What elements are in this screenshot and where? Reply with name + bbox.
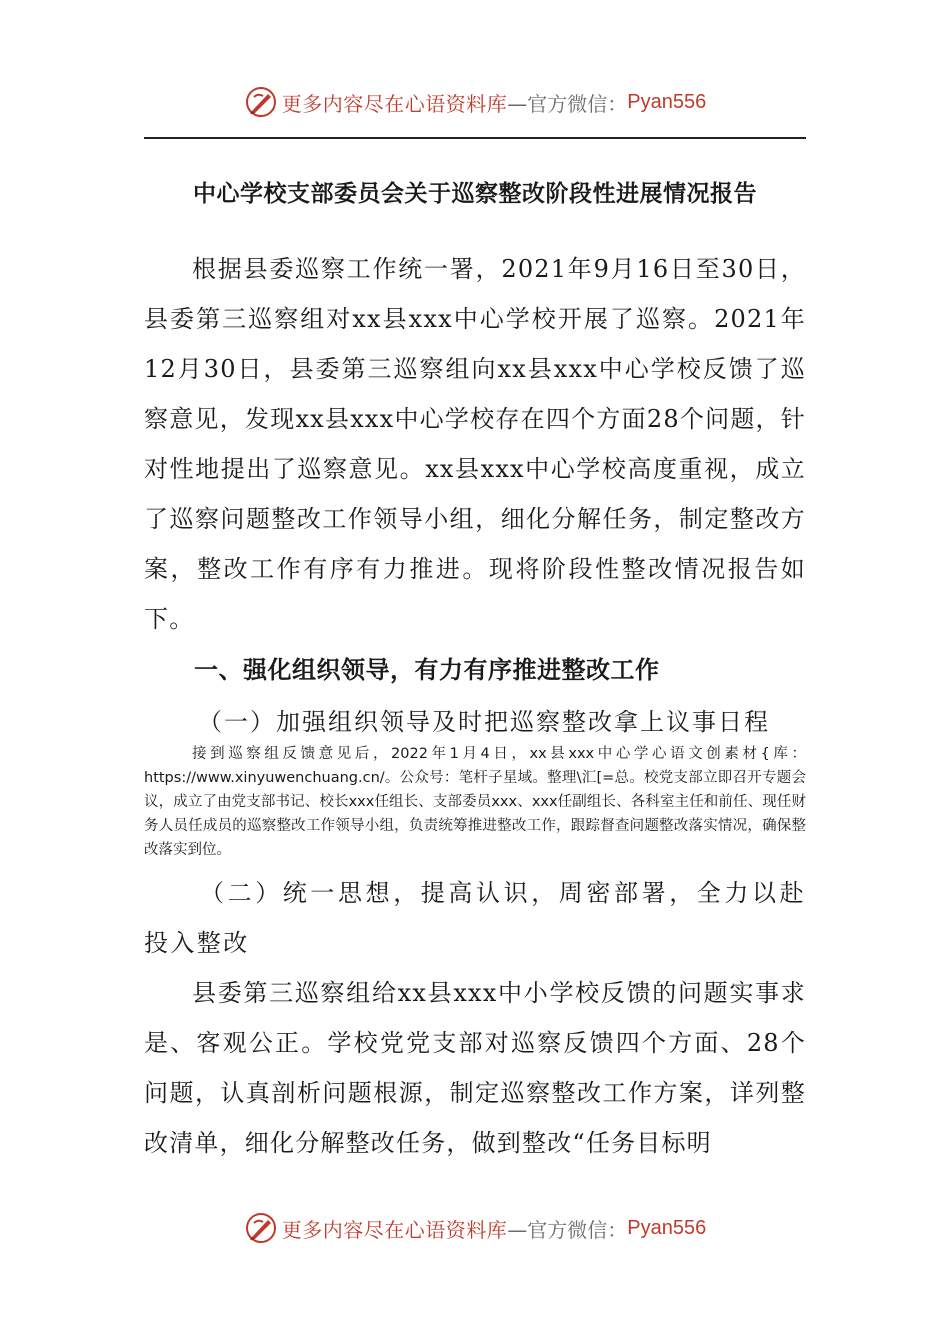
banner-text-library: 更多内容尽在心语资料库: [281, 91, 508, 116]
header-divider: [144, 137, 806, 139]
top-banner: [0, 82, 950, 122]
subsection-heading-2: （二）统一思想，提高认识，周密部署，全力以赴投入整改: [144, 879, 806, 957]
subsection-2-paragraph: 县委第三巡察组给xx县xxx中小学校反馈的问题实事求是、客观公正。学校党党支部对巡察反馈四个方面、28个问题，认真剖析问题根源，制定巡察整改工作方案，详列整改清单，细化分解整改任务，做到整改“任务目标明: [144, 979, 806, 1157]
subsection-2-block: [144, 968, 806, 1168]
subsection-1-paragraph: 接到巡察组反馈意见后，2022年1月4日，xx县xxx中心学心语文创素材{库：https://www.xinyuwenchuang.cn/。公众号：笔杆子星域。整理\汇[=总。校党支部立即召开专题会议，成立了由党支部书记、校长xxx任组长、支部委员xxx、xxx任副组长、各科室主任和前任、现任财务人员任成员的巡察整改工作领导小组，负责统筹推进整改工作，跟踪督查问题整改落实情况，确保整改落实到位。: [144, 746, 806, 858]
document-title: 中心学校支部委员会关于巡察整改阶段性进展情况报告: [193, 180, 757, 207]
intro-block: [144, 244, 806, 644]
banner-text-wechat-id: Pyan556: [627, 90, 707, 113]
banner-text-wechat-label: —官方微信：: [507, 91, 628, 116]
subsection-heading-1: （一）加强组织领导及时把巡察整改拿上议事日程: [198, 708, 770, 736]
pen-logo-icon: [244, 85, 278, 119]
intro-paragraph: 根据县委巡察工作统一署，2021年9月16日至30日，县委第三巡察组对xx县xxx中心学校开展了巡察。2021年12月30日，县委第三巡察组向xx县xxx中心学校反馈了巡察意见，发现xx县xxx中心学校存在四个方面28个问题，针对性地提出了巡察意见。xx县xxx中心学校高度重视，成立了巡察问题整改工作领导小组，细化分解任务，制定整改方案，整改工作有序有力推进。现将阶段性整改情况报告如下。: [144, 255, 806, 633]
section-heading-1: 一、强化组织领导，有力有序推进整改工作: [194, 656, 660, 684]
banner-text-wechat-label: —官方微信：: [507, 1217, 628, 1242]
bottom-banner: [0, 1208, 950, 1248]
banner-text-wechat-id: Pyan556: [627, 1216, 707, 1239]
banner-text-library: 更多内容尽在心语资料库: [281, 1217, 508, 1242]
pen-logo-icon: [244, 1211, 278, 1245]
